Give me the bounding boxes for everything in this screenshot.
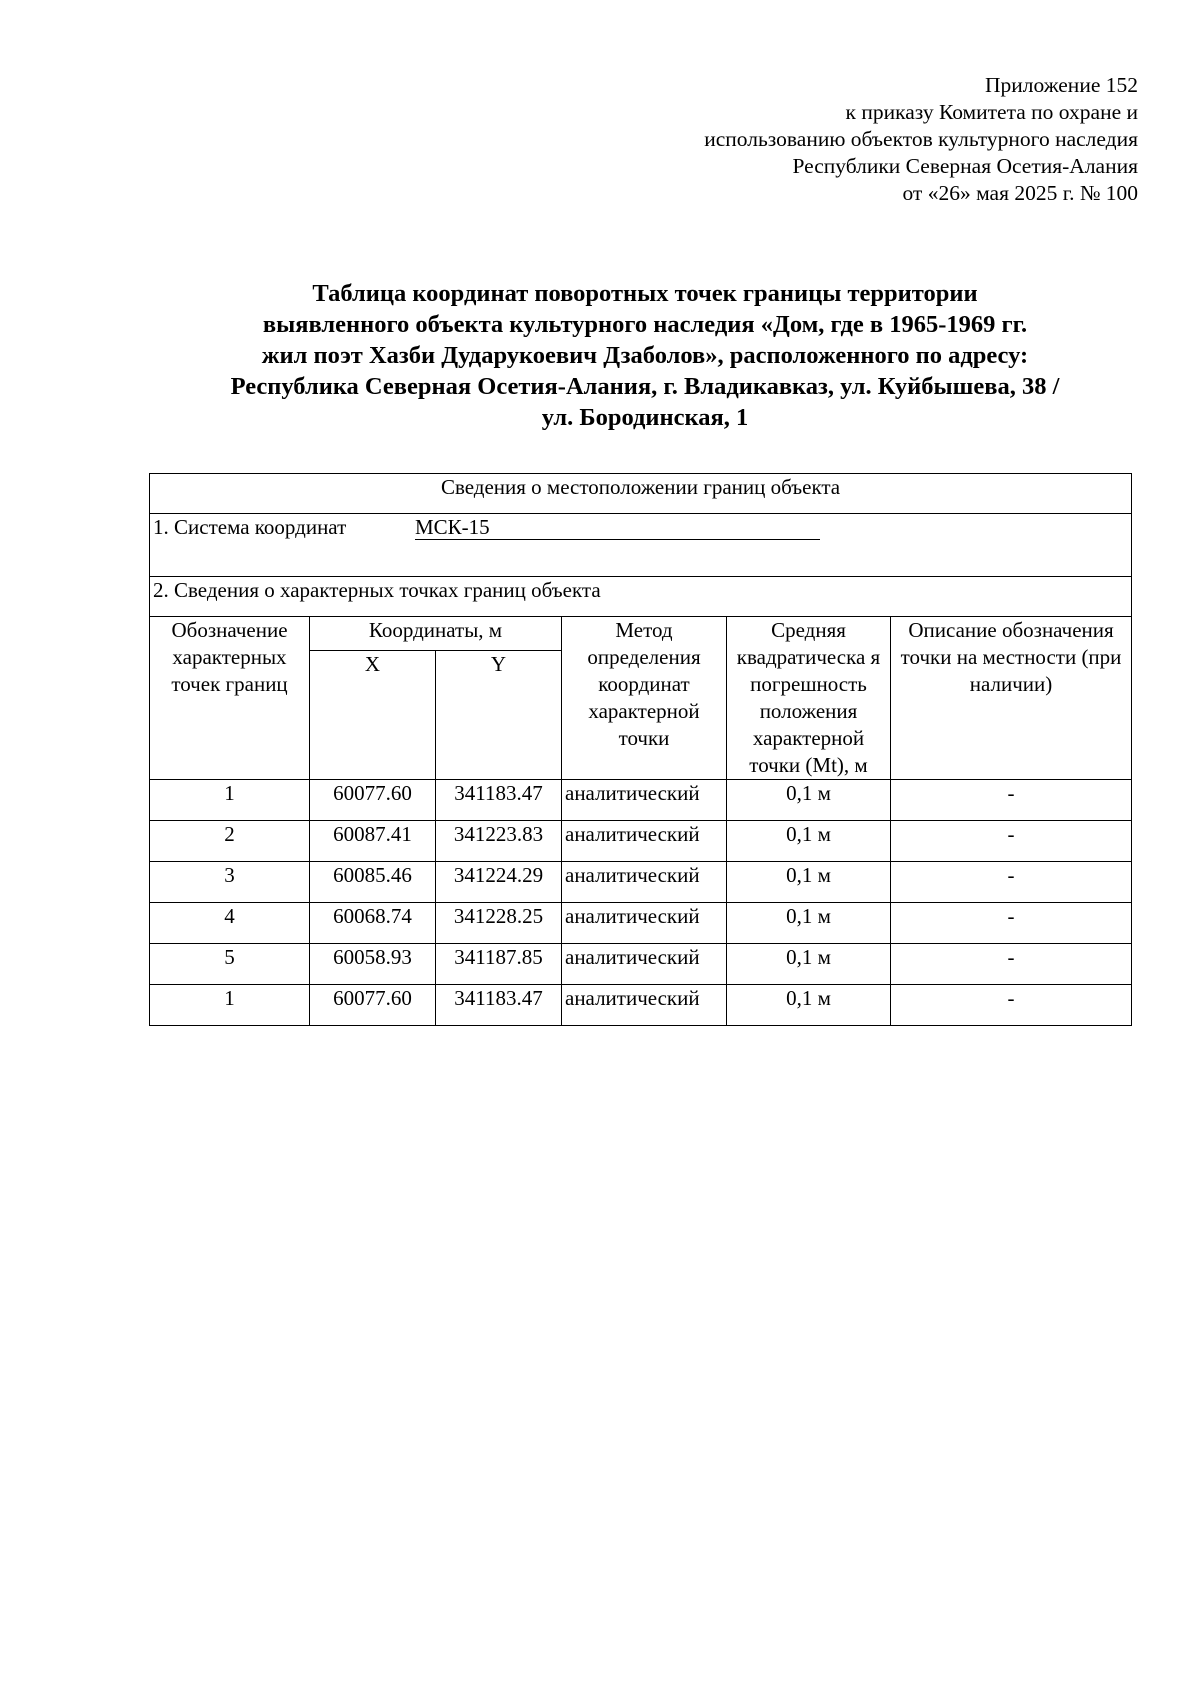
title-line: ул. Бородинская, 1	[541, 404, 749, 431]
points-header: 2. Сведения о характерных точках границ объекта	[150, 577, 1132, 617]
point-number-cell: 5	[150, 944, 310, 985]
description-cell: -	[891, 944, 1132, 985]
x-coordinate-cell: 60068.74	[310, 903, 436, 944]
title-line: Республика Северная Осетия-Алания, г. Владикавказ, ул. Куйбышева, 38 /	[230, 373, 1060, 400]
table-row	[150, 985, 1132, 1026]
error-cell: 0,1 м	[727, 985, 891, 1026]
table-row	[150, 903, 1132, 944]
col-error-header: Средняя квадратическа я погрешность положения характерной точки (Mt), м	[727, 617, 891, 780]
x-coordinate-cell: 60085.46	[310, 862, 436, 903]
method-cell: аналитический	[562, 821, 727, 862]
y-coordinate-cell: 341183.47	[436, 985, 562, 1026]
coord-system-row	[150, 514, 1132, 577]
appendix-line: от «26» мая 2025 г. № 100	[902, 181, 1138, 205]
error-cell: 0,1 м	[727, 903, 891, 944]
method-cell: аналитический	[562, 903, 727, 944]
description-cell: -	[891, 780, 1132, 821]
error-cell: 0,1 м	[727, 780, 891, 821]
title-line: Таблица координат поворотных точек границы территории	[312, 280, 978, 307]
error-cell: 0,1 м	[727, 821, 891, 862]
col-x-header: X	[310, 650, 436, 779]
table-row	[150, 780, 1132, 821]
method-cell: аналитический	[562, 944, 727, 985]
section-header: Сведения о местоположении границ объекта	[150, 474, 1132, 514]
col-y-header: Y	[436, 650, 562, 779]
title-line: выявленного объекта культурного наследия «Дом, где в 1965-1969 гг.	[262, 311, 1028, 338]
x-coordinate-cell: 60058.93	[310, 944, 436, 985]
point-number-cell: 1	[150, 985, 310, 1026]
title-line: жил поэт Хазби Дударукоевич Дзаболов», расположенного по адресу:	[261, 342, 1029, 369]
method-cell: аналитический	[562, 862, 727, 903]
appendix-line: Приложение 152	[984, 73, 1138, 97]
point-number-cell: 1	[150, 780, 310, 821]
coord-system-value: МСК-15	[415, 515, 820, 540]
table-row	[150, 862, 1132, 903]
method-cell: аналитический	[562, 985, 727, 1026]
description-cell: -	[891, 903, 1132, 944]
column-header-row	[150, 617, 1132, 651]
y-coordinate-cell: 341228.25	[436, 903, 562, 944]
coord-system-label: 1. Система координат	[153, 515, 347, 539]
appendix-line: использованию объектов культурного наследия	[704, 127, 1138, 151]
x-coordinate-cell: 60077.60	[310, 780, 436, 821]
error-cell: 0,1 м	[727, 944, 891, 985]
description-cell: -	[891, 862, 1132, 903]
description-cell: -	[891, 985, 1132, 1026]
x-coordinate-cell: 60077.60	[310, 985, 436, 1026]
method-cell: аналитический	[562, 780, 727, 821]
col-description-header: Описание обозначения точки на местности (при наличии)	[891, 617, 1132, 780]
coord-system-cell	[150, 514, 1132, 577]
table-row	[150, 944, 1132, 985]
y-coordinate-cell: 341223.83	[436, 821, 562, 862]
y-coordinate-cell: 341187.85	[436, 944, 562, 985]
appendix-line: к приказу Комитета по охране и	[845, 100, 1138, 124]
col-coordinates-header: Координаты, м	[310, 617, 562, 651]
y-coordinate-cell: 341183.47	[436, 780, 562, 821]
description-cell: -	[891, 821, 1132, 862]
table-body	[150, 780, 1132, 1026]
x-coordinate-cell: 60087.41	[310, 821, 436, 862]
table-row	[150, 821, 1132, 862]
error-cell: 0,1 м	[727, 862, 891, 903]
y-coordinate-cell: 341224.29	[436, 862, 562, 903]
points-header-row	[150, 577, 1132, 617]
document-title	[150, 278, 1140, 433]
point-number-cell: 3	[150, 862, 310, 903]
appendix-line: Республики Северная Осетия-Алания	[792, 154, 1138, 178]
point-number-cell: 4	[150, 903, 310, 944]
point-number-cell: 2	[150, 821, 310, 862]
appendix-block	[704, 72, 1138, 207]
col-designation-header: Обозначение характерных точек границ	[150, 617, 310, 780]
col-method-header: Метод определения координат характерной точки	[562, 617, 727, 780]
coordinates-table	[149, 473, 1132, 1026]
section-header-row	[150, 474, 1132, 514]
